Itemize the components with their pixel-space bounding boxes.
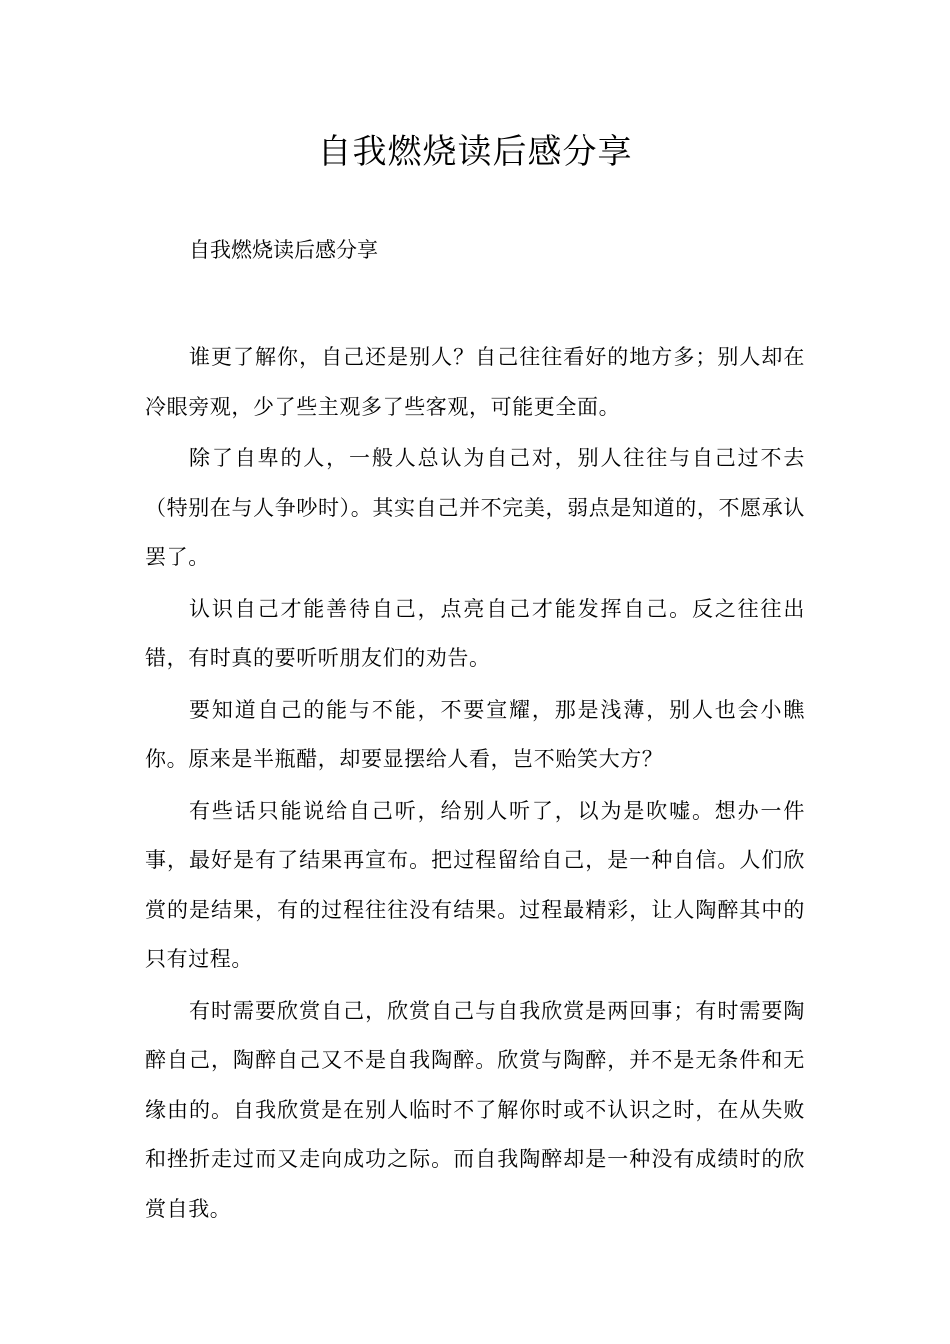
document-subtitle: 自我燃烧读后感分享: [189, 238, 378, 262]
paragraph-4: 要知道自己的能与不能，不要宣耀，那是浅薄，别人也会小瞧你。原来是半瓶醋，却要显摆给人看，岂不贻笑大方？: [145, 697, 805, 771]
paragraph-2: 除了自卑的人，一般人总认为自己对，别人往往与自己过不去（特别在与人争吵时）。其实自己并不完美，弱点是知道的，不愿承认罢了。: [145, 446, 805, 569]
paragraph-5: 有些话只能说给自己听，给别人听了，以为是吹嘘。想办一件事，最好是有了结果再宣布。把过程留给自己，是一种自信。人们欣赏的是结果，有的过程往往没有结果。过程最精彩，让人陶醉其中的只有过程。: [145, 798, 805, 971]
document-title: 自我燃烧读后感分享: [317, 132, 633, 172]
paragraph-1: 谁更了解你，自己还是别人？自己往往看好的地方多；别人却在冷眼旁观，少了些主观多了些客观，可能更全面。: [145, 345, 805, 419]
paragraph-6: 有时需要欣赏自己，欣赏自己与自我欣赏是两回事；有时需要陶醉自己，陶醉自己又不是自我陶醉。欣赏与陶醉，并不是无条件和无缘由的。自我欣赏是在别人临时不了解你时或不认识之时，在从失败和挫折走过而又走向成功之际。而自我陶醉却是一种没有成绩时的欣赏自我。: [145, 998, 805, 1221]
document-body: [145, 333, 805, 1236]
paragraph-3: 认识自己才能善待自己，点亮自己才能发挥自己。反之往往出错，有时真的要听听朋友们的劝告。: [145, 596, 805, 670]
